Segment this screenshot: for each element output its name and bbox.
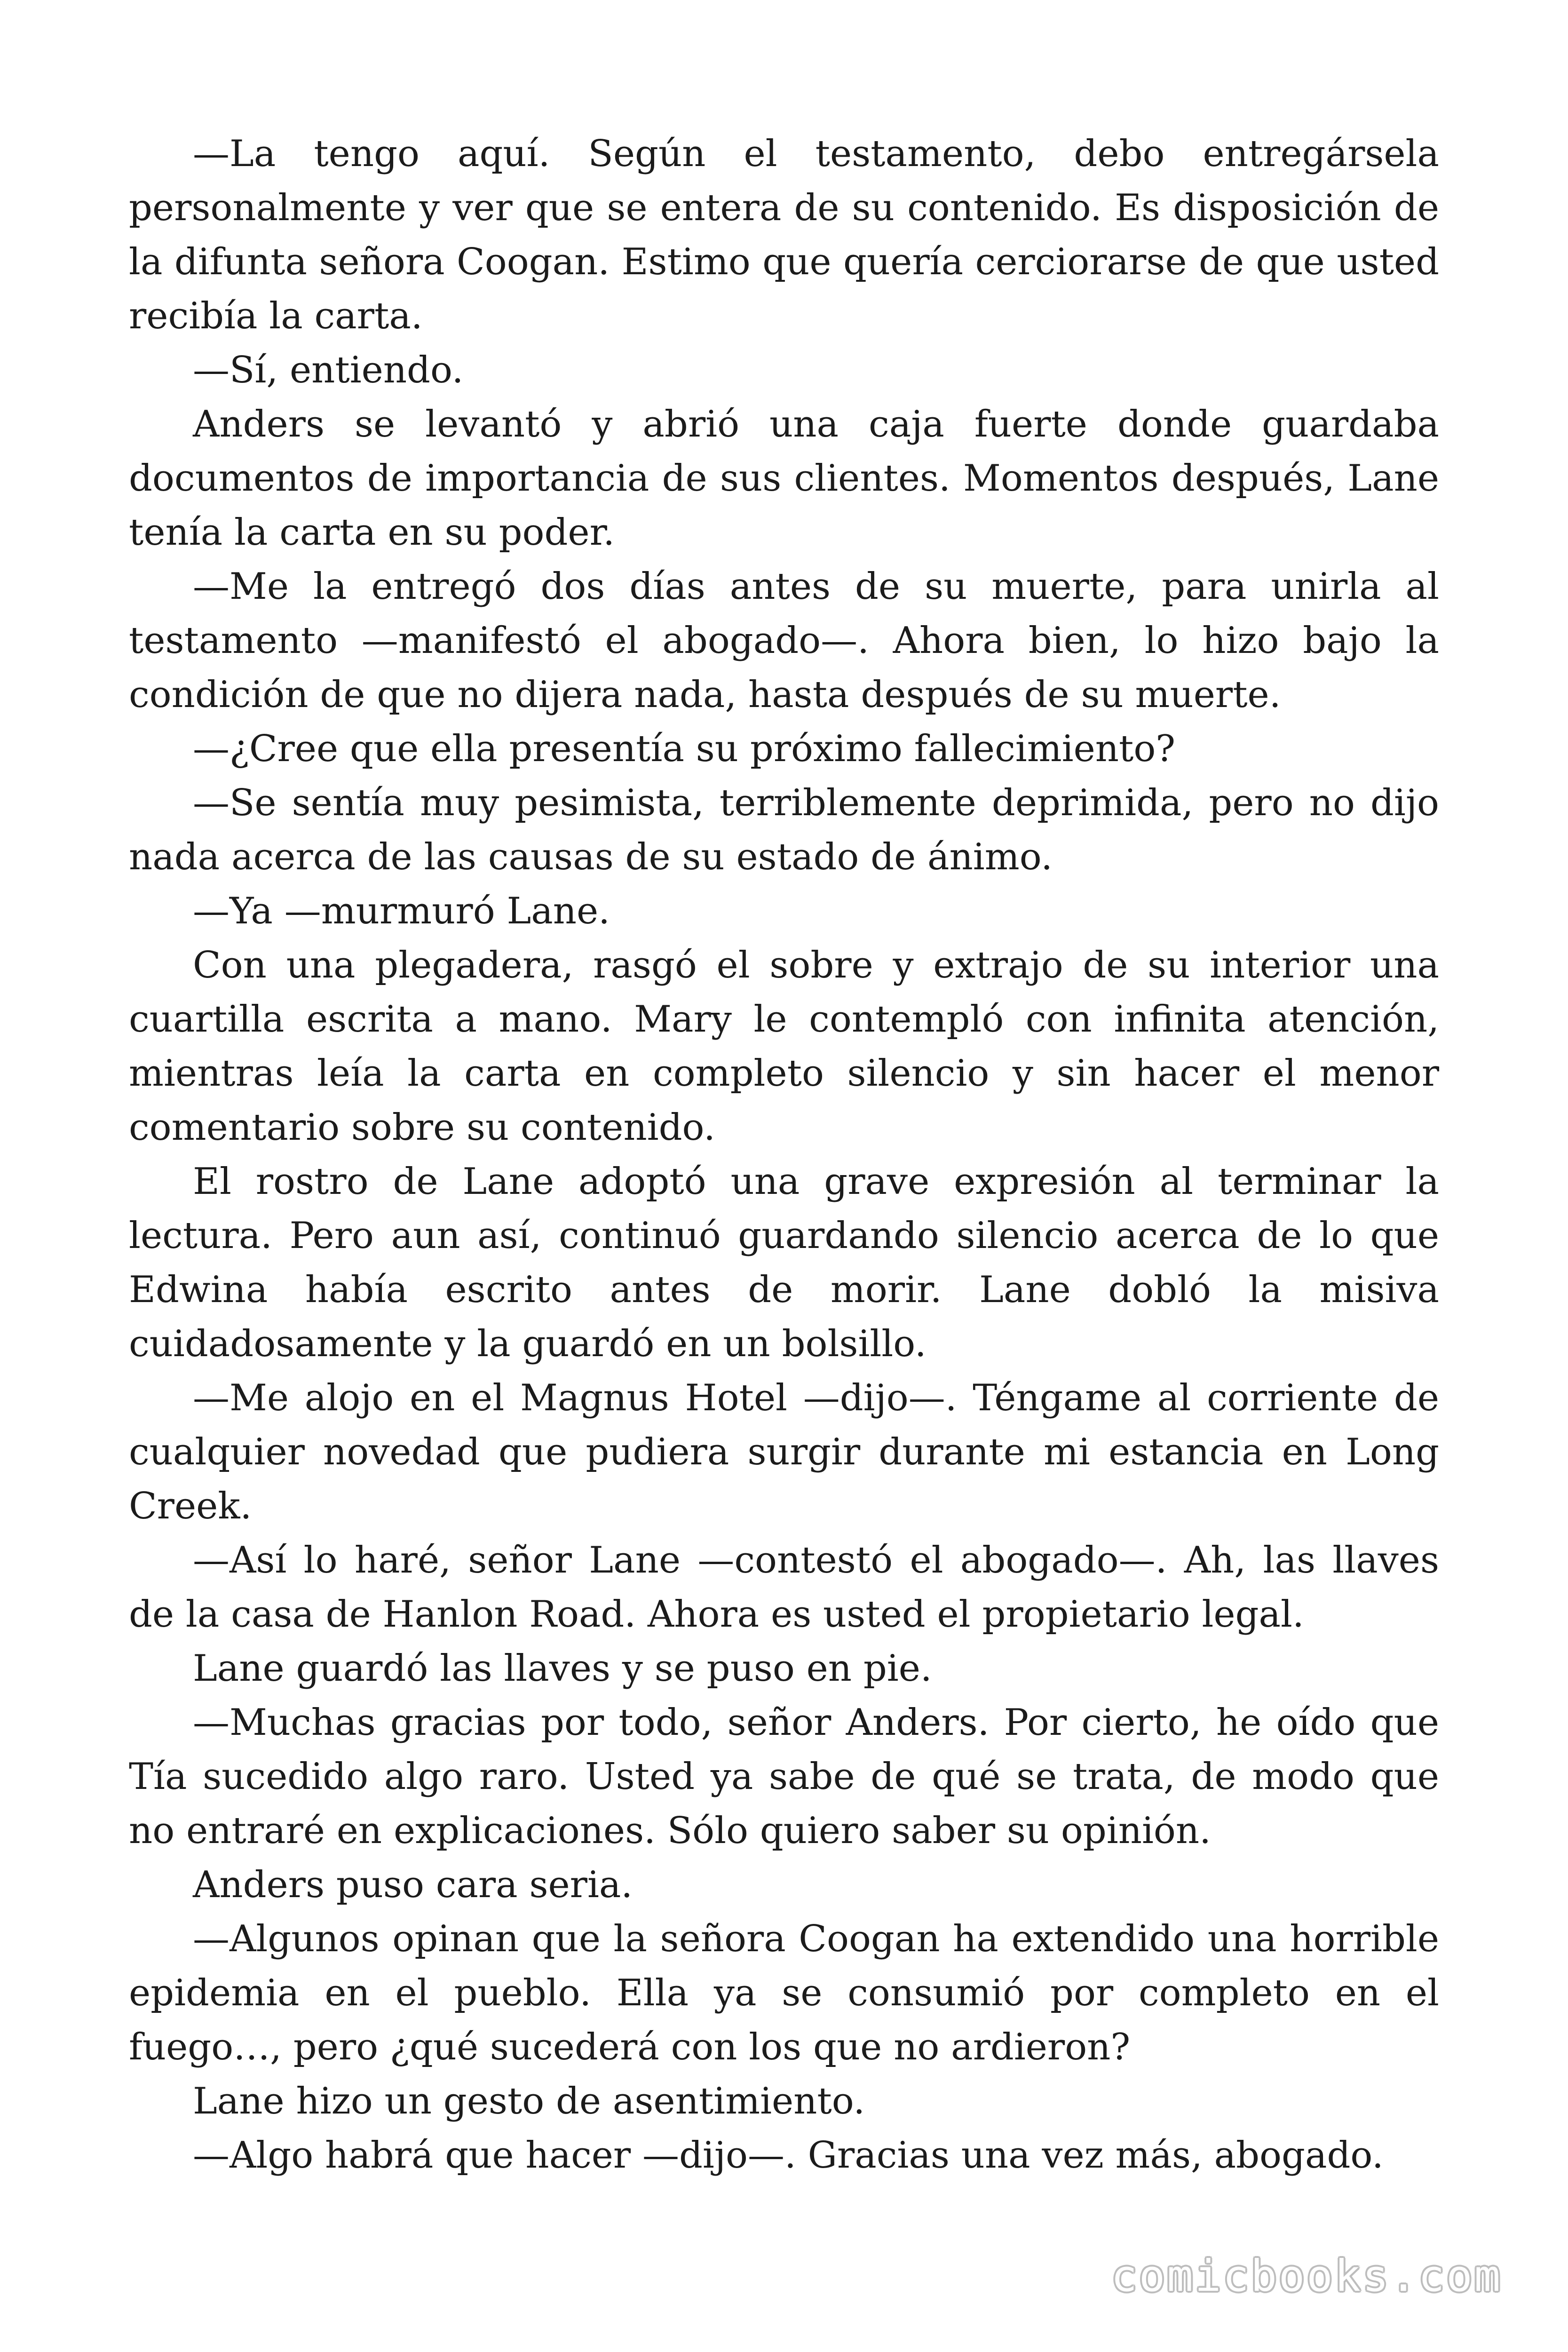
paragraph: Lane hizo un gesto de asentimiento. (193, 2080, 865, 2122)
paragraph: —Algunos opinan que la señora Coogan ha extendido una horrible epidemia en el pueblo. Ella ya se consumió por completo en el fuego…, pero ¿qué sucederá con los que no ardieron? (129, 1918, 1439, 2068)
paragraph: —Así lo haré, señor Lane —contestó el abogado—. Ah, las llaves de la casa de Hanlon Road. Ahora es usted el propietario legal. (129, 1539, 1439, 1636)
paragraph: Anders se levantó y abrió una caja fuerte donde guardaba documentos de importancia de sus clientes. Momentos después, Lane tenía la carta en su poder. (129, 403, 1439, 554)
paragraph: Anders puso cara seria. (193, 1864, 633, 1906)
paragraph: —Se sentía muy pesimista, terriblemente deprimida, pero no dijo nada acerca de las causas de su estado de ánimo. (129, 782, 1439, 878)
paragraph: —La tengo aquí. Según el testamento, debo entregársela personalmente y ver que se entera de su contenido. Es disposición de la difunta señora Coogan. Estimo que quería cerciorarse de que usted recibía la carta. (129, 133, 1439, 337)
paragraph: El rostro de Lane adoptó una grave expresión al terminar la lectura. Pero aun así, continuó guardando silencio acerca de lo que Edwina había escrito antes de morir. Lane dobló la misiva cuidadosamente y la guardó en un bolsillo. (129, 1160, 1439, 1365)
watermark: comicbooks.com (1111, 2251, 1502, 2301)
paragraph: —Sí, entiendo. (193, 349, 464, 391)
paragraph: —Me alojo en el Magnus Hotel —dijo—. Téngame al corriente de cualquier novedad que pudiera surgir durante mi estancia en Long Creek. (129, 1377, 1439, 1527)
paragraph: —¿Cree que ella presentía su próximo fallecimiento? (193, 728, 1176, 770)
paragraph: —Algo habrá que hacer —dijo—. Gracias una vez más, abogado. (193, 2134, 1384, 2177)
page-body (129, 127, 1439, 2183)
paragraph: Lane guardó las llaves y se puso en pie. (193, 1647, 932, 1690)
paragraph: —Ya —murmuró Lane. (193, 890, 610, 932)
paragraph: —Muchas gracias por todo, señor Anders. Por cierto, he oído que Tía sucedido algo raro. Usted ya sabe de qué se trata, de modo que no entraré en explicaciones. Sólo quiero saber su opinión. (129, 1701, 1439, 1852)
paragraph: Con una plegadera, rasgó el sobre y extrajo de su interior una cuartilla escrita a mano. Mary le contempló con infinita atención, mientras leía la carta en completo silencio y sin hacer el menor comentario sobre su contenido. (129, 944, 1439, 1149)
paragraph: —Me la entregó dos días antes de su muerte, para unirla al testamento —manifestó el abogado—. Ahora bien, lo hizo bajo la condición de que no dijera nada, hasta después de su muerte. (129, 565, 1439, 716)
